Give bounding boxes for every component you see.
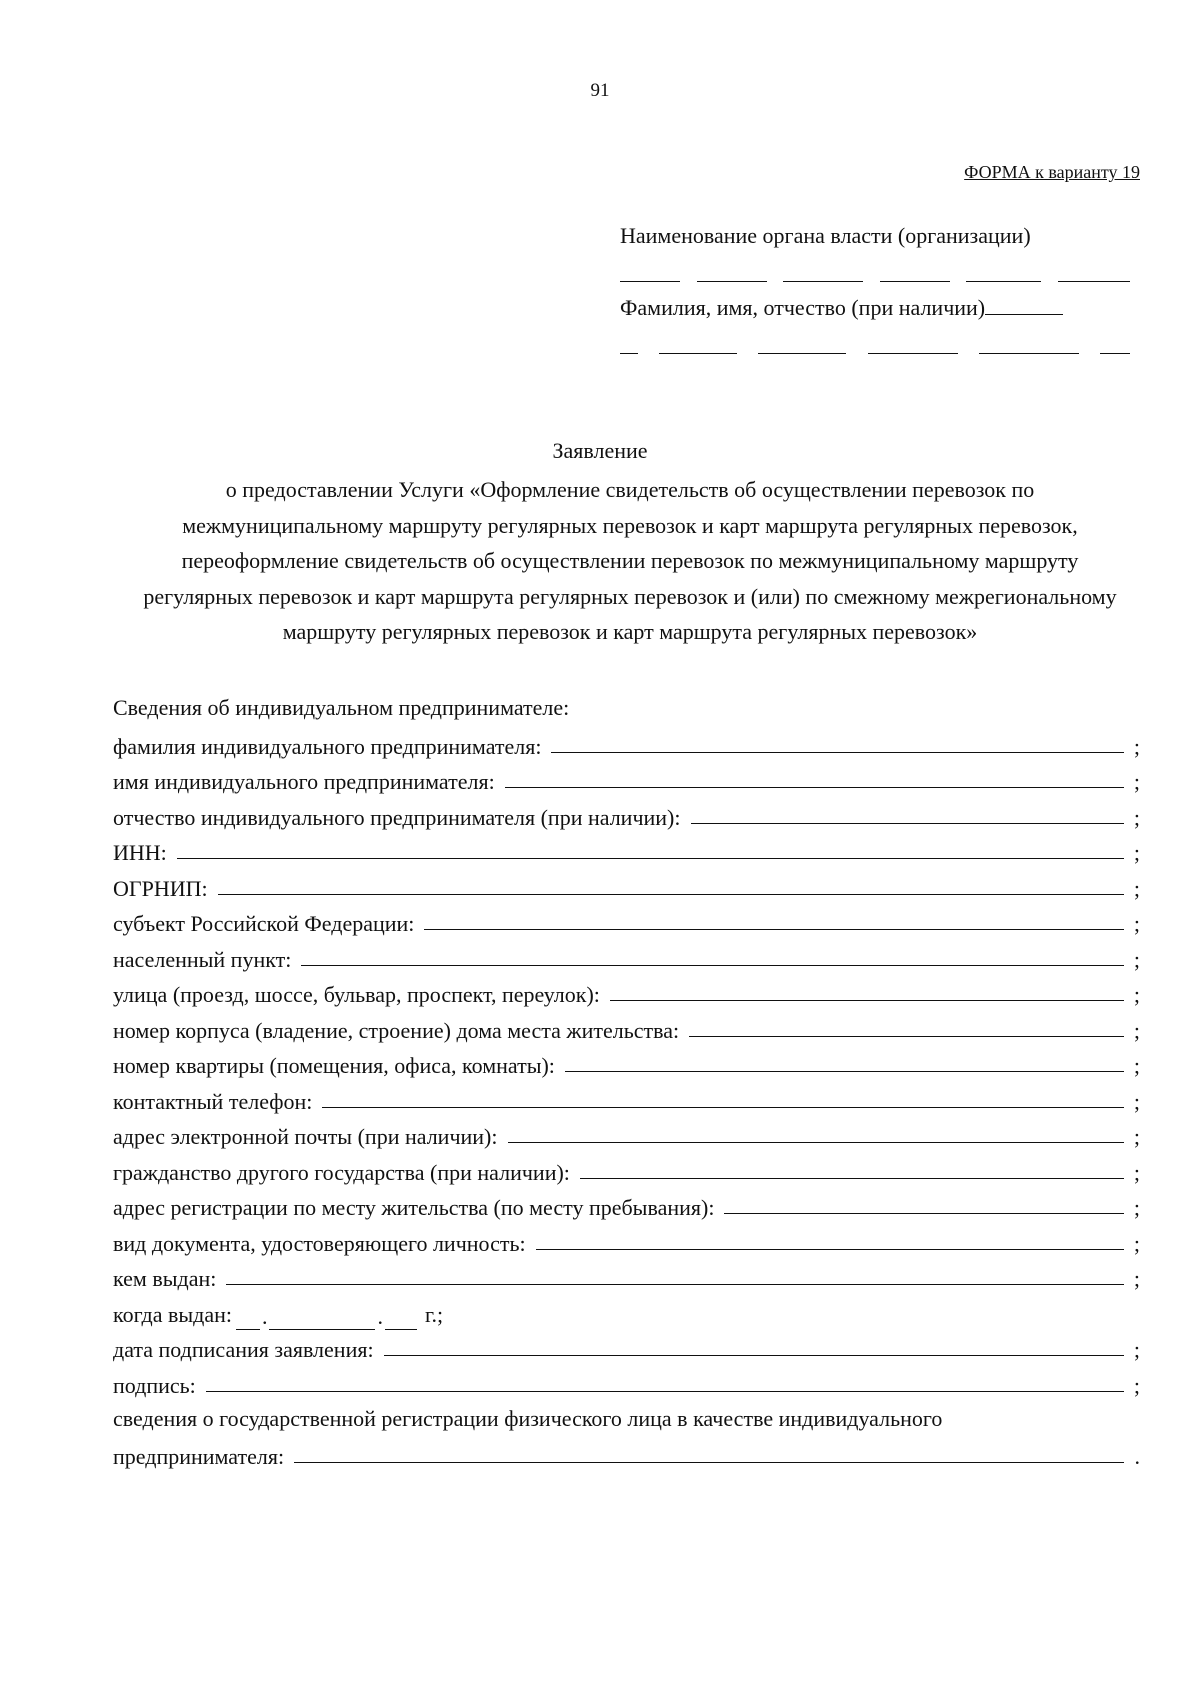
authority-blank[interactable]	[620, 254, 1130, 290]
field-end: ;	[1133, 1195, 1140, 1220]
field-label: кем выдан:	[113, 1266, 217, 1291]
field-blank[interactable]	[689, 1036, 1124, 1037]
form-field-row	[113, 1330, 1140, 1366]
form-field-row	[113, 762, 1140, 798]
form-reference: ФОРМА к варианту 19	[964, 162, 1140, 182]
field-end: ;	[1133, 1017, 1140, 1043]
field-blank[interactable]	[218, 894, 1124, 895]
field-end: ;	[1133, 1159, 1140, 1185]
form-field-row	[113, 1365, 1140, 1401]
field-list-after	[113, 1330, 1140, 1401]
issued-when-row: когда выдан: . . г.;	[113, 1301, 444, 1329]
field-label: номер корпуса (владение, строение) дома места жительства:	[113, 1017, 680, 1043]
form-field-row	[113, 1223, 1140, 1259]
field-end: ;	[1133, 875, 1140, 901]
form-field-row	[113, 1188, 1140, 1224]
field-end: ;	[1133, 840, 1140, 865]
field-end: ;	[1133, 804, 1140, 830]
issued-when-suffix: г.;	[424, 1301, 444, 1327]
form-field-row	[113, 1081, 1140, 1117]
field-label: предпринимателя:	[113, 1443, 285, 1469]
field-label: когда выдан:	[113, 1301, 232, 1327]
field-label: гражданство другого государства (при наличии):	[113, 1159, 570, 1185]
field-end: ;	[1133, 1372, 1140, 1398]
field-blank[interactable]	[536, 1249, 1124, 1250]
name-blank[interactable]	[620, 326, 1130, 362]
field-blank[interactable]	[424, 929, 1124, 930]
field-label: подпись:	[113, 1372, 196, 1398]
field-label: субъект Российской Федерации:	[113, 911, 415, 936]
document-subtitle: о предоставлении Услуги «Оформление свидетельств об осуществлении перевозок по межмуниципальному маршруту регулярных перевозок и карт маршрута регулярных перевозок, переоформление свидетельств об осуществлении перевозок по межмуниципальному маршруту регулярных перевозок и карт маршрута регулярных перевозок и (или) по смежному межрегиональному маршруту регулярных перевозок и карт маршрута регулярных перевозок»	[143, 477, 1117, 644]
field-label: населенный пункт:	[113, 946, 292, 972]
form-field-row	[113, 797, 1140, 833]
issued-year-blank[interactable]	[385, 1309, 417, 1330]
field-blank[interactable]	[724, 1213, 1124, 1214]
field-label: дата подписания заявления:	[113, 1337, 374, 1362]
field-end: .	[1134, 1443, 1140, 1469]
registration-line: сведения о государственной регистрации физического лица в качестве индивидуального	[113, 1405, 943, 1431]
form-field-row	[113, 1046, 1140, 1082]
field-label: имя индивидуального предпринимателя:	[113, 769, 495, 794]
form-field-row	[113, 868, 1140, 904]
field-label: вид документа, удостоверяющего личность:	[113, 1230, 526, 1256]
form-field-row	[113, 1259, 1140, 1295]
field-end: ;	[1133, 1266, 1140, 1291]
field-end: ;	[1133, 1088, 1140, 1114]
field-label: отчество индивидуального предпринимателя (при наличии):	[113, 804, 681, 830]
field-end: ;	[1133, 769, 1140, 794]
field-label: ОГРНИП:	[113, 875, 208, 901]
field-blank[interactable]	[301, 965, 1124, 966]
field-blank[interactable]	[177, 858, 1124, 859]
name-label: Фамилия, имя, отчество (при наличии)	[620, 295, 986, 320]
form-field-row	[113, 726, 1140, 762]
registration-blank[interactable]	[294, 1462, 1124, 1463]
form-field-row	[113, 833, 1140, 869]
field-end: ;	[1133, 911, 1140, 936]
form-field-row	[113, 904, 1140, 940]
field-end: ;	[1133, 1124, 1140, 1149]
field-label: фамилия индивидуального предпринимателя:	[113, 733, 542, 759]
field-end: ;	[1133, 1053, 1140, 1078]
field-end: ;	[1133, 1230, 1140, 1256]
issued-month-blank[interactable]	[269, 1309, 375, 1330]
field-label: улица (проезд, шоссе, бульвар, проспект, переулок):	[113, 982, 600, 1007]
field-blank[interactable]	[226, 1284, 1124, 1285]
field-label: ИНН:	[113, 840, 167, 865]
page-number: 91	[590, 80, 610, 101]
field-blank[interactable]	[565, 1071, 1124, 1072]
field-label: адрес регистрации по месту жительства (по месту пребывания):	[113, 1195, 715, 1220]
field-label: контактный телефон:	[113, 1088, 313, 1114]
form-field-row	[113, 1117, 1140, 1153]
field-end: ;	[1133, 946, 1140, 972]
authority-label: Наименование органа власти (организации)	[620, 223, 1031, 248]
field-blank[interactable]	[322, 1107, 1124, 1108]
field-list	[113, 726, 1140, 1294]
field-label: номер квартиры (помещения, офиса, комнаты):	[113, 1053, 555, 1078]
registration-row	[113, 1436, 1140, 1472]
form-field-row	[113, 975, 1140, 1011]
name-blank-inline[interactable]	[985, 294, 1063, 315]
document-title: Заявление	[552, 438, 648, 463]
field-end: ;	[1133, 733, 1140, 759]
field-blank[interactable]	[691, 823, 1125, 824]
field-blank[interactable]	[580, 1178, 1124, 1179]
field-end: ;	[1133, 982, 1140, 1007]
field-blank[interactable]	[508, 1142, 1125, 1143]
field-end: ;	[1133, 1337, 1140, 1362]
field-label: адрес электронной почты (при наличии):	[113, 1124, 498, 1149]
section-heading: Сведения об индивидуальном предпринимателе:	[113, 695, 570, 720]
field-blank[interactable]	[384, 1355, 1124, 1356]
field-blank[interactable]	[610, 1000, 1124, 1001]
field-blank[interactable]	[206, 1391, 1124, 1392]
field-blank[interactable]	[551, 752, 1124, 753]
form-field-row	[113, 1010, 1140, 1046]
form-field-row	[113, 939, 1140, 975]
addressee-block	[620, 218, 1130, 362]
form-field-row	[113, 1152, 1140, 1188]
field-blank[interactable]	[505, 787, 1124, 788]
issued-day-blank[interactable]	[236, 1309, 260, 1330]
applicant-form	[113, 690, 1140, 1472]
